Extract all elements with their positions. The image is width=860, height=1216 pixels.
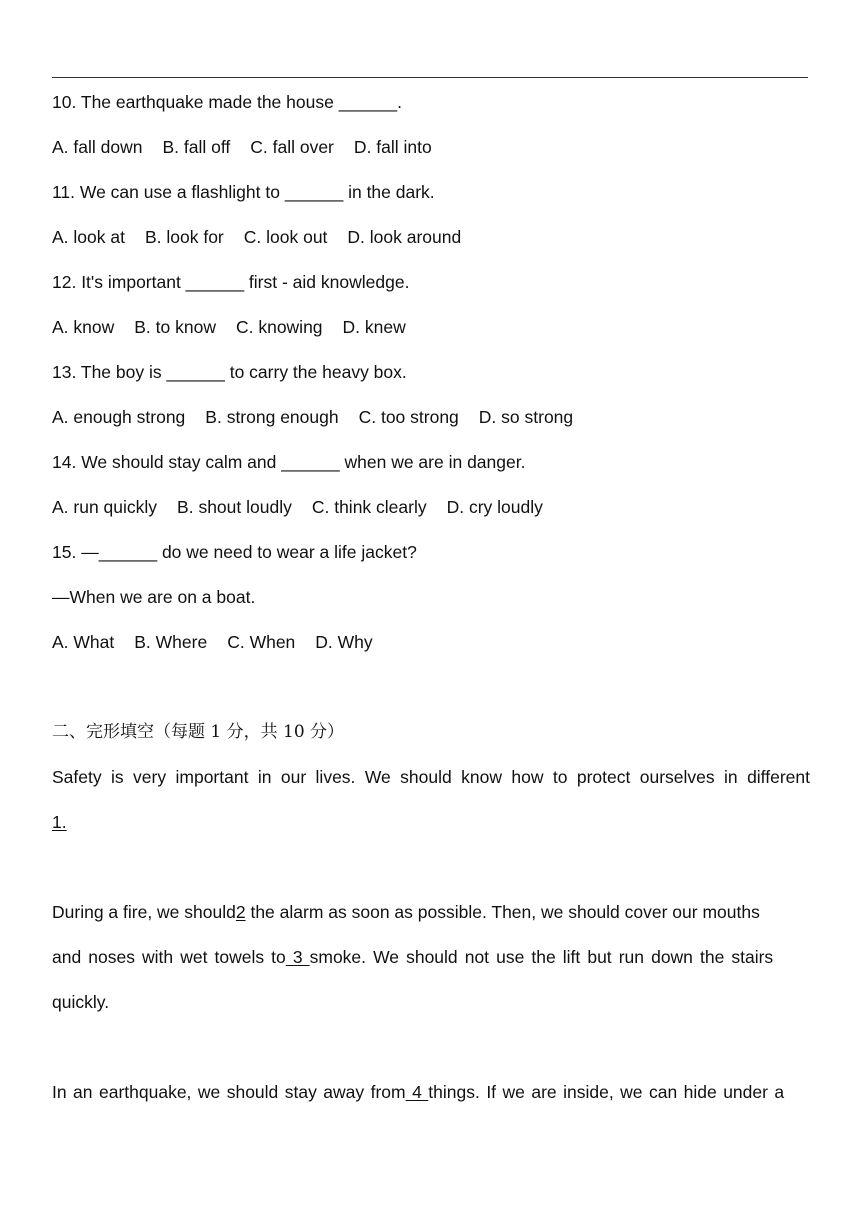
word: lives. xyxy=(315,767,356,787)
paragraph-text xyxy=(52,900,760,924)
word: We xyxy=(364,767,391,787)
option-d: D. cry loudly xyxy=(446,497,543,517)
question-12-options xyxy=(52,315,406,339)
word: should xyxy=(400,767,452,787)
option-d: D. so strong xyxy=(478,407,574,427)
word: Safety xyxy=(52,767,102,787)
option-c: C. look out xyxy=(243,227,328,247)
section-2-title: 二、完形填空（每题 1 分，共 10 分） xyxy=(52,722,345,742)
option-c: C. think clearly xyxy=(311,497,427,517)
word: protect xyxy=(576,767,631,787)
question-10-stem: 10. The earthquake made the house ______. xyxy=(52,92,402,112)
question-15-options xyxy=(52,630,373,654)
text-segment: and noses with wet towels to xyxy=(52,947,286,967)
text-segment: the alarm as soon as possible. Then, we should cover our mouths xyxy=(245,902,760,922)
option-a: A. run quickly xyxy=(52,497,158,517)
option-c: C. knowing xyxy=(235,317,323,337)
option-d: D. fall into xyxy=(353,137,432,157)
option-d: D. Why xyxy=(315,632,373,652)
text-segment: things. If we are inside, we can hide under a xyxy=(428,1082,785,1102)
option-c: C. fall over xyxy=(250,137,334,157)
text-segment: During a fire, we should xyxy=(52,902,236,922)
word: in xyxy=(724,767,738,787)
cloze-paragraph-2-line-1 xyxy=(52,900,810,924)
blank-2: 2 xyxy=(235,902,246,922)
word: how xyxy=(511,767,544,787)
word: in xyxy=(257,767,272,787)
blank-1: 1. xyxy=(52,812,67,832)
text-segment: smoke. We should not use the lift but run down the stairs xyxy=(309,947,774,967)
option-b: B. look for xyxy=(144,227,224,247)
option-c: C. too strong xyxy=(358,407,459,427)
word: know xyxy=(461,767,502,787)
question-15-answer-line: —When we are on a boat. xyxy=(52,587,256,607)
option-d: D. look around xyxy=(347,227,462,247)
cloze-paragraph-1-line-2 xyxy=(52,810,810,834)
question-12-stem: 12. It's important ______ first - aid knowledge. xyxy=(52,272,410,292)
option-d: D. knew xyxy=(342,317,406,337)
question-11-stem: 11. We can use a flashlight to ______ in the dark. xyxy=(52,182,435,202)
word: is xyxy=(111,767,124,787)
question-13-stem: 13. The boy is ______ to carry the heavy box. xyxy=(52,362,407,382)
option-a: A. look at xyxy=(52,227,125,247)
question-10-options xyxy=(52,135,432,159)
option-a: A. enough strong xyxy=(52,407,186,427)
word: very xyxy=(133,767,167,787)
option-b: B. shout loudly xyxy=(177,497,292,517)
word: important xyxy=(175,767,249,787)
question-13-options xyxy=(52,405,573,429)
cloze-paragraph-1-line-1 xyxy=(52,765,810,789)
option-a: A. What xyxy=(52,632,115,652)
cloze-paragraph-3-line-1 xyxy=(52,1080,810,1104)
word: different xyxy=(747,767,810,787)
word: our xyxy=(280,767,307,787)
word: ourselves xyxy=(639,767,715,787)
question-15-stem: 15. —______ do we need to wear a life jacket? xyxy=(52,542,417,562)
blank-3: 3 xyxy=(285,947,310,967)
blank-4: 4 xyxy=(405,1082,429,1102)
question-14-stem: 14. We should stay calm and ______ when we are in danger. xyxy=(52,452,526,472)
option-b: B. to know xyxy=(134,317,216,337)
word: to xyxy=(552,767,568,787)
text-segment: In an earthquake, we should stay away from xyxy=(52,1082,406,1102)
option-a: A. know xyxy=(52,317,115,337)
question-14-options xyxy=(52,495,543,519)
header-rule xyxy=(52,77,808,78)
option-b: B. Where xyxy=(134,632,208,652)
cloze-paragraph-2-line-2 xyxy=(52,945,810,969)
option-b: B. strong enough xyxy=(205,407,339,427)
cloze-paragraph-2-line-3: quickly. xyxy=(52,992,110,1012)
option-b: B. fall off xyxy=(162,137,231,157)
option-a: A. fall down xyxy=(52,137,143,157)
option-c: C. When xyxy=(227,632,296,652)
question-11-options xyxy=(52,225,461,249)
